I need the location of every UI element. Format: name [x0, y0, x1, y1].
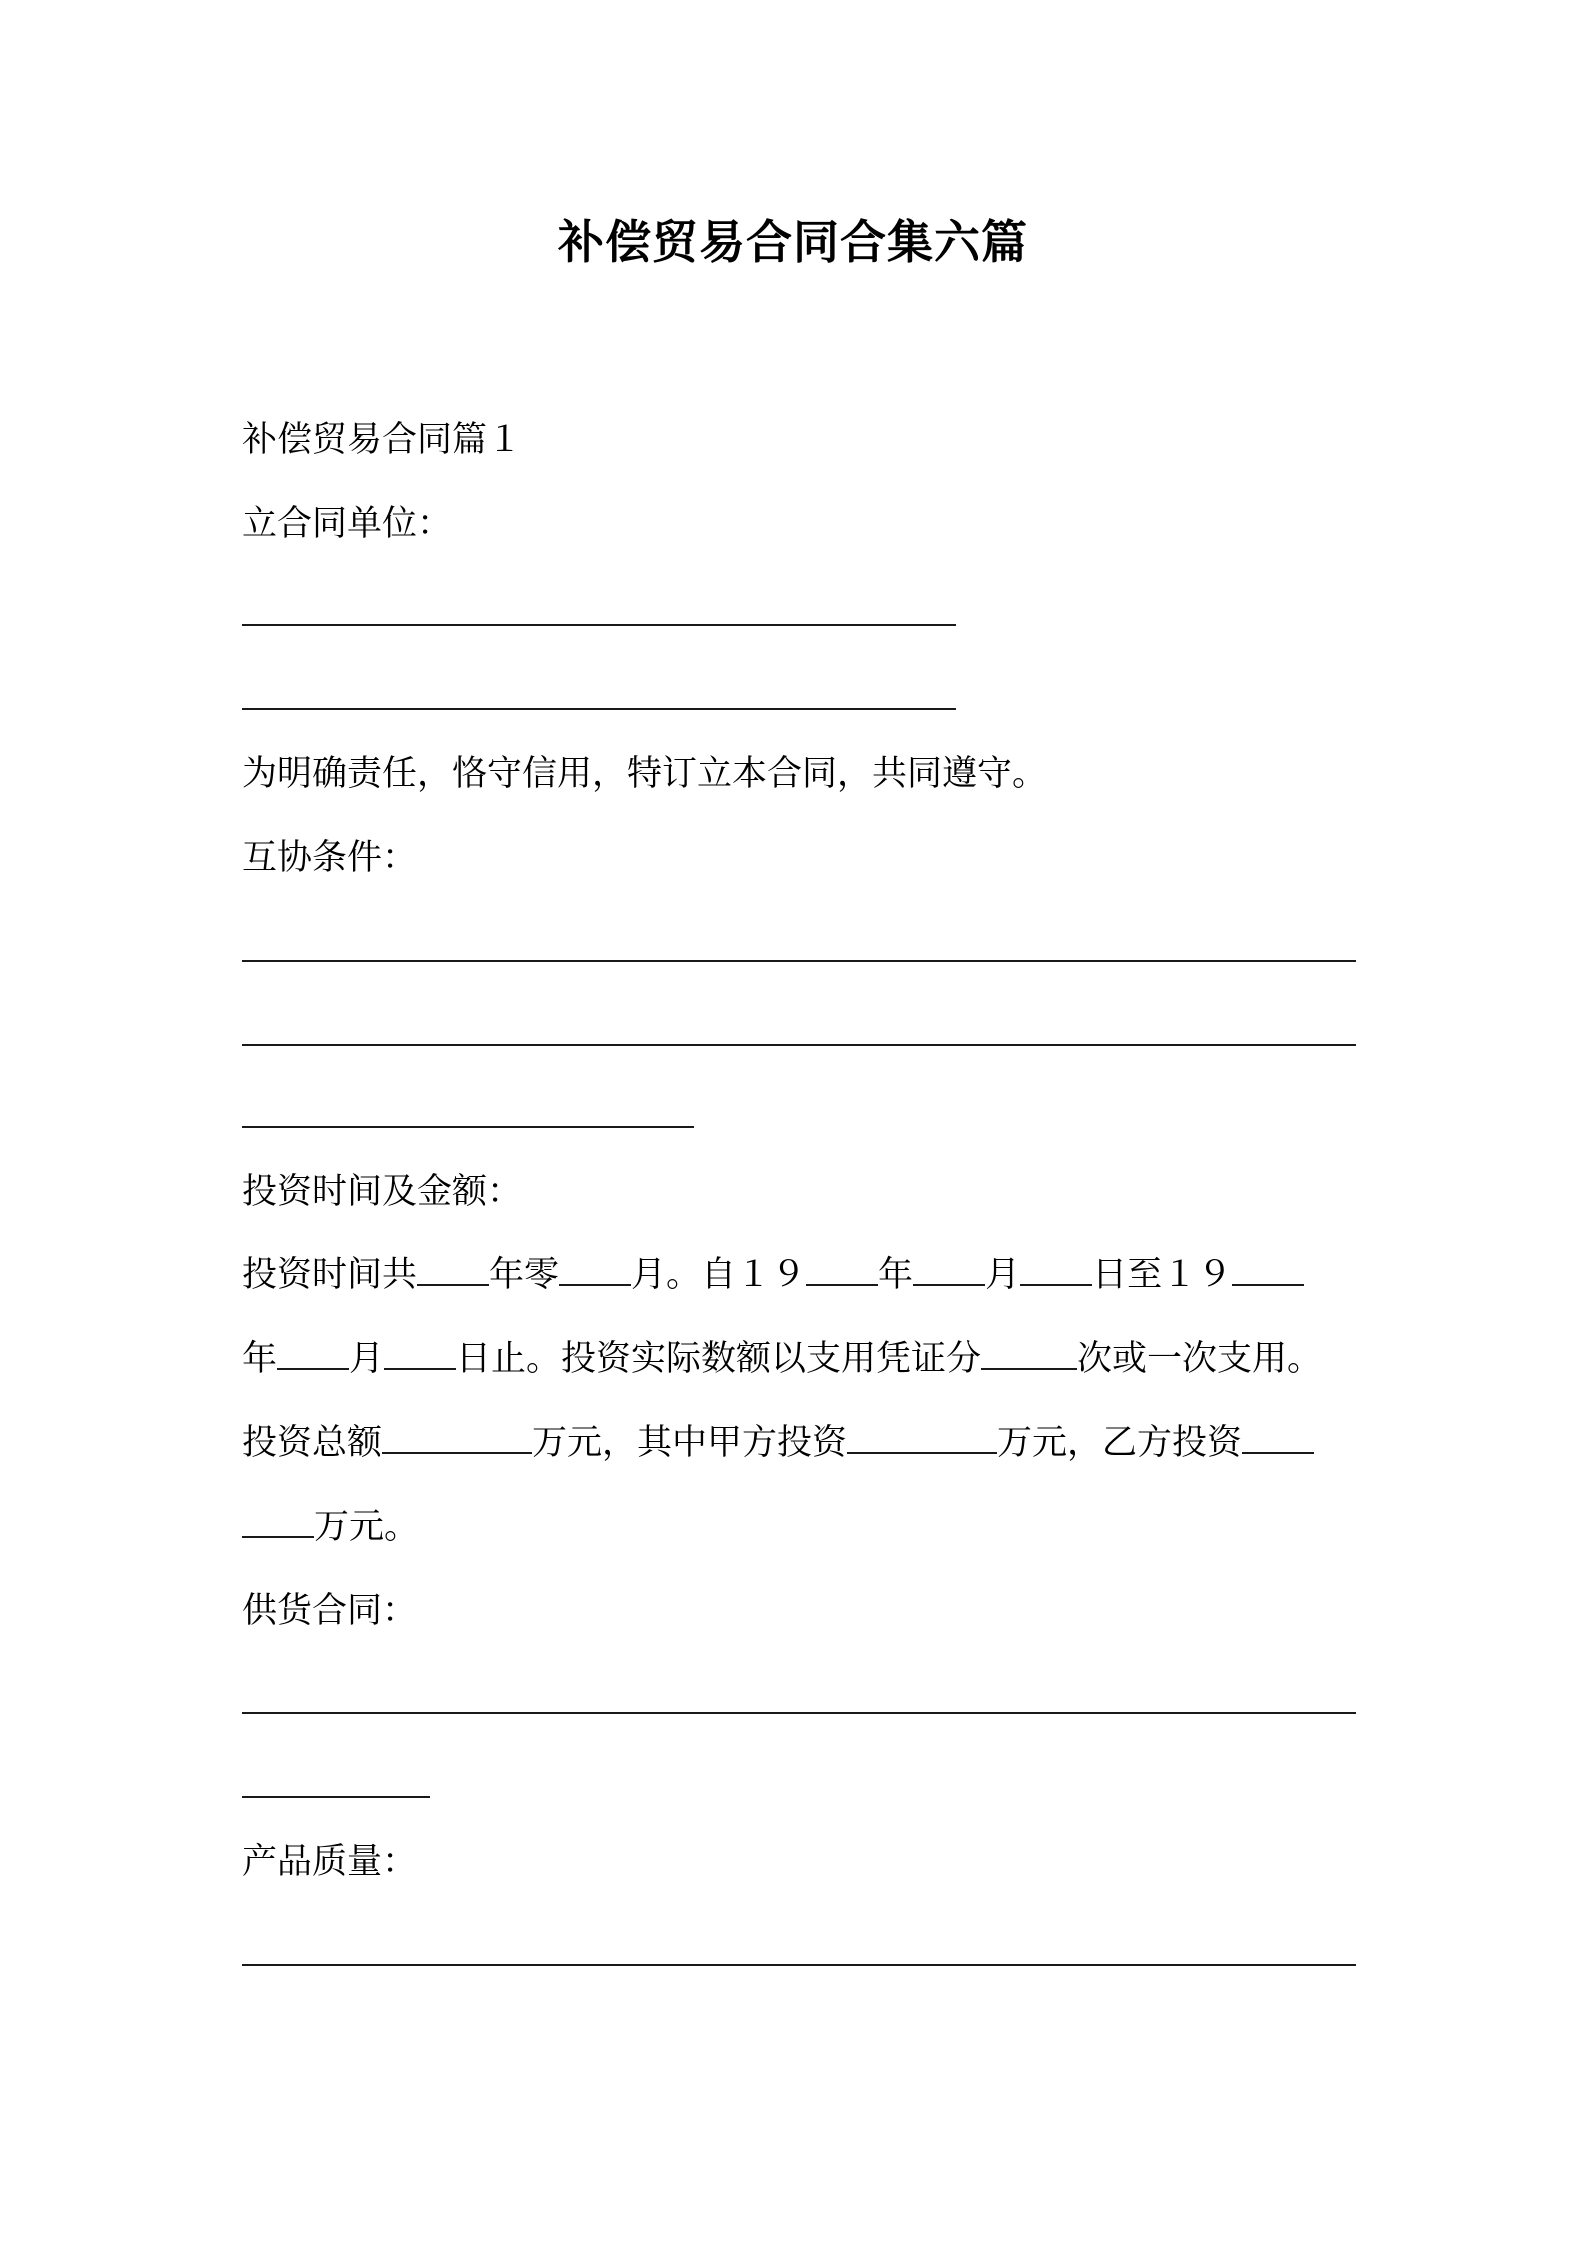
supply-blank-line-2	[242, 1796, 430, 1798]
cooperation-blank-line-1	[242, 960, 1356, 962]
parties-label: 立合同单位：	[242, 504, 453, 544]
investment-line-1	[242, 1253, 1304, 1297]
end-year-blank	[1232, 1254, 1304, 1286]
installments-blank	[981, 1338, 1077, 1370]
supply-blank-line-1	[242, 1712, 1356, 1714]
party-b-blank-line	[242, 708, 956, 710]
total-investment-blank	[382, 1422, 532, 1454]
party-b-investment-blank-part1	[1242, 1422, 1314, 1454]
document-title: 补偿贸易合同合集六篇	[558, 215, 1028, 269]
investment-line-4	[242, 1505, 419, 1549]
inv4-text-1: 万元。	[314, 1507, 420, 1547]
inv3-text-2: 万元，其中甲方投资	[532, 1423, 848, 1463]
end-month-blank	[277, 1338, 349, 1370]
years-blank	[417, 1254, 489, 1286]
investment-label: 投资时间及金额：	[242, 1172, 523, 1212]
supply-label: 供货合同：	[242, 1591, 418, 1631]
party-a-blank-line	[242, 624, 956, 626]
start-month-blank	[913, 1254, 985, 1286]
inv2-text-2: 月	[349, 1339, 385, 1379]
end-day-blank	[384, 1338, 456, 1370]
inv2-text-4: 次或一次支用。	[1077, 1339, 1323, 1379]
party-b-investment-blank-part2	[242, 1506, 314, 1538]
section-heading: 补偿贸易合同篇１	[242, 420, 523, 460]
cooperation-blank-line-3	[242, 1126, 694, 1128]
inv1-text-5: 月	[985, 1255, 1021, 1295]
quality-label: 产品质量：	[242, 1842, 418, 1882]
cooperation-label: 互协条件：	[242, 838, 418, 878]
inv3-text-1: 投资总额	[242, 1423, 383, 1463]
inv1-text-2: 年零	[489, 1255, 560, 1295]
purpose-text: 为明确责任，恪守信用，特订立本合同，共同遵守。	[242, 754, 1048, 794]
investment-line-3	[242, 1421, 1314, 1465]
party-a-investment-blank	[847, 1422, 997, 1454]
start-year-blank	[806, 1254, 878, 1286]
cooperation-blank-line-2	[242, 1044, 1356, 1046]
quality-blank-line-1	[242, 1964, 1356, 1966]
investment-line-2	[242, 1337, 1322, 1381]
start-day-blank	[1020, 1254, 1092, 1286]
inv1-text-3: 月。自１９	[631, 1255, 807, 1295]
inv2-text-1: 年	[242, 1339, 278, 1379]
inv3-text-3: 万元，乙方投资	[997, 1423, 1243, 1463]
inv1-text-1: 投资时间共	[242, 1255, 418, 1295]
inv1-text-6: 日至１９	[1092, 1255, 1233, 1295]
months-blank	[559, 1254, 631, 1286]
inv1-text-4: 年	[878, 1255, 914, 1295]
inv2-text-3: 日止。投资实际数额以支用凭证分	[456, 1339, 982, 1379]
